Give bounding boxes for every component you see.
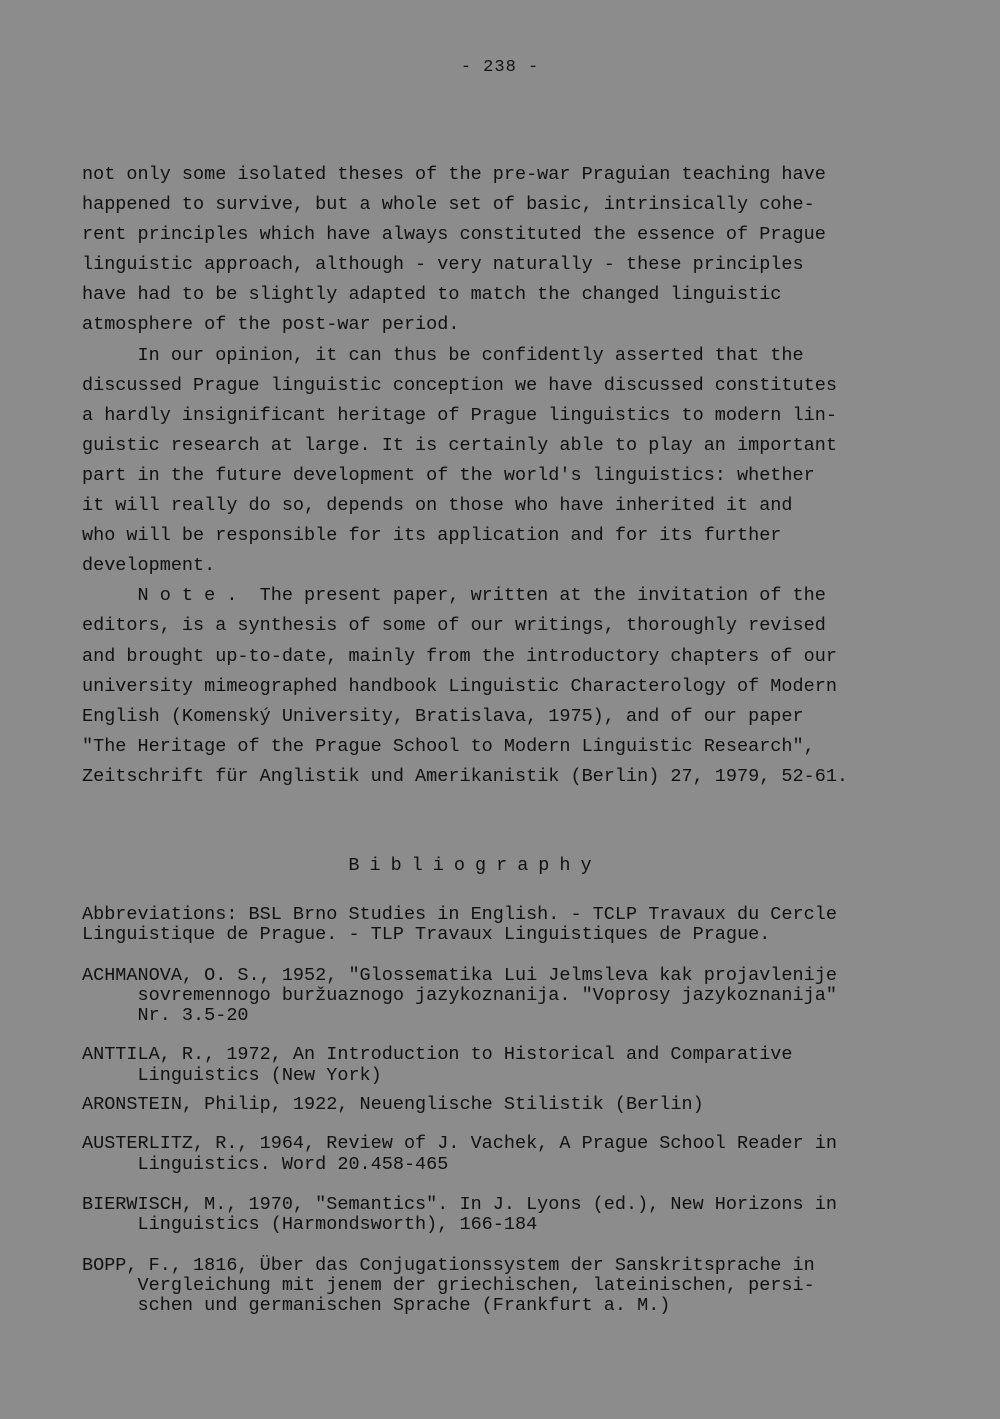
text-line: it will really do so, depends on those who have inherited it and: [82, 495, 793, 517]
entry-line: AUSTERLITZ, R., 1964, Review of J. Vachek, A Prague School Reader in: [82, 1133, 837, 1155]
entry-line: Abbreviations: BSL Brno Studies in English. - TCLP Travaux du Cercle: [82, 904, 837, 925]
paragraph-1: [82, 160, 912, 341]
text-line: editors, is a synthesis of some of our writings, thoroughly revised: [82, 615, 826, 637]
note-label: N o t e .: [137, 585, 238, 607]
entry-line: schen und germanischen Sprache (Frankfurt a. M.): [82, 1295, 671, 1317]
body-text: [82, 160, 912, 792]
text-line: English (Komenský University, Bratislava, 1975), and of our paper: [82, 705, 804, 727]
entry-line: ARONSTEIN, Philip, 1922, Neuenglische Stilistik (Berlin): [82, 1094, 704, 1116]
entry-line: Linguistics (New York): [82, 1064, 382, 1086]
text-line: part in the future development of the world's linguistics: whether: [82, 464, 815, 486]
text-line: a hardly insignificant heritage of Prague linguistics to modern lin-: [82, 404, 837, 426]
entry-line: Linguistics. Word 20.458-465: [82, 1153, 449, 1175]
bibliography-entry-abbreviations: [82, 905, 912, 946]
entry-line: ACHMANOVA, O. S., 1952, "Glossematika Lui Jelmsleva kak projavlenije: [82, 964, 837, 986]
entry-line: Vergleichung mit jenem der griechischen, lateinischen, persi-: [82, 1274, 815, 1296]
text-line: university mimeographed handbook Linguistic Characterology of Modern: [82, 675, 837, 697]
paragraph-2: [82, 341, 912, 582]
note-paragraph: [82, 581, 912, 792]
text-line: who will be responsible for its application and for its further: [82, 525, 782, 547]
text-line: discussed Prague linguistic conception we have discussed constitutes: [82, 374, 837, 396]
entry-line: ANTTILA, R., 1972, An Introduction to Historical and Comparative: [82, 1044, 793, 1066]
text-line: happened to survive, but a whole set of basic, intrinsically cohe-: [82, 194, 815, 216]
text-line: development.: [82, 555, 216, 577]
entry-line: sovremennogo buržuaznogo jazykoznanija. "Voprosy jazykoznanija": [82, 984, 837, 1006]
text-line: rent principles which have always constituted the essence of Prague: [82, 224, 826, 246]
note-first-line: [82, 581, 912, 611]
bibliography-list: [82, 905, 912, 1316]
bibliography-entry: [82, 1045, 912, 1086]
text-line: "The Heritage of the Prague School to Modern Linguistic Research",: [82, 735, 815, 757]
text-line: not only some isolated theses of the pre-war Praguian teaching have: [82, 164, 826, 185]
text-line: guistic research at large. It is certainly able to play an important: [82, 434, 837, 456]
entry-line: Nr. 3.5-20: [82, 1005, 249, 1027]
bibliography-entry: [82, 1134, 912, 1175]
bibliography-entry: [82, 966, 912, 1027]
text-line: have had to be slightly adapted to match the changed linguistic: [82, 284, 782, 306]
note-first-text: The present paper, written at the invitation of the: [237, 585, 826, 607]
text-line: and brought up-to-date, mainly from the introductory chapters of our: [82, 645, 837, 667]
text-line: atmosphere of the post-war period.: [82, 314, 460, 336]
entry-line: BIERWISCH, M., 1970, "Semantics". In J. Lyons (ed.), New Horizons in: [82, 1193, 837, 1215]
entry-line: BOPP, F., 1816, Über das Conjugationssystem der Sanskritsprache in: [82, 1254, 815, 1276]
text-line: linguistic approach, although - very naturally - these principles: [82, 254, 804, 276]
bibliography-entry: [82, 1195, 912, 1236]
bibliography-heading: Bibliography: [348, 855, 602, 876]
text-line: In our opinion, it can thus be confidently asserted that the: [82, 344, 804, 366]
entry-line: Linguistics (Harmondsworth), 166-184: [82, 1214, 538, 1236]
bibliography-entry: [82, 1095, 912, 1115]
page-number: - 238 -: [460, 58, 540, 77]
text-line: Zeitschrift für Anglistik und Amerikanistik (Berlin) 27, 1979, 52-61.: [82, 765, 849, 787]
bibliography-entry: [82, 1256, 912, 1317]
entry-line: Linguistique de Prague. - TLP Travaux Linguistiques de Prague.: [82, 924, 771, 946]
